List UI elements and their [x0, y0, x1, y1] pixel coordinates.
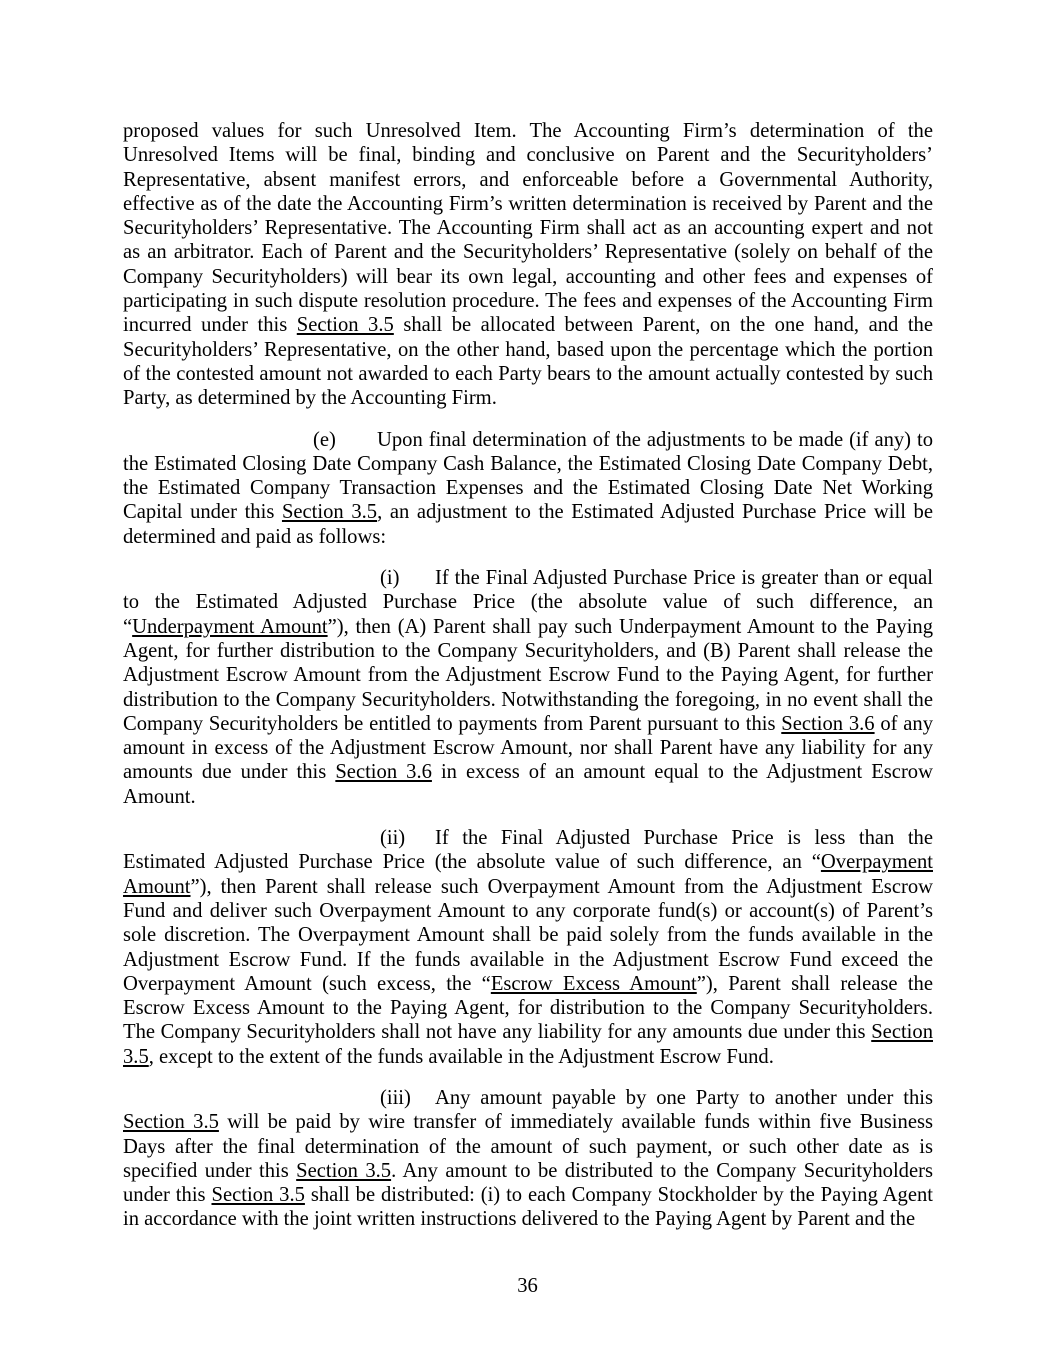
- text-run: will be paid by wire transfer of immediately available funds within five Business Days after the final determination of the amount of such payment, or such other date as is specified under this: [123, 1111, 933, 1182]
- text-run: shall be allocated between Parent, on the one hand, and the Securityholders’ Representative, on the other hand, based upon the percentage which the portion of the contested amount not awarded to each Party bears to the amount actually contested by such Party, as determined by the Accounting Firm.: [123, 314, 933, 410]
- underlined-term: Section 3.5: [123, 1111, 219, 1134]
- underlined-term: Section 3.5: [211, 1184, 305, 1207]
- text-run: of any amount in excess of the Adjustment Escrow Amount, nor shall Parent have any liability for any amounts due under this: [123, 712, 934, 784]
- paragraph-continuation: [123, 119, 933, 411]
- underlined-term: Section 3.6: [335, 761, 432, 784]
- paragraph-label: (i): [380, 567, 400, 590]
- underlined-term: Section 3.6: [781, 712, 875, 735]
- underlined-term: Escrow Excess Amount: [490, 972, 697, 995]
- text-run: ”), then (A) Parent shall pay such Underpayment Amount to the Paying Agent, for further distribution to the Company Securityholders, and (B) Parent shall release the Adjustment Escrow Amount from the Adjustment Escrow Fund to the Paying Agent, for further distribution to the Company Securityholders. Notwithstanding the foregoing, in no event shall the Company Securityholders be entitled to payments from Parent pursuant to this: [123, 615, 934, 735]
- text-run: ”), then Parent shall release such Overpayment Amount from the Adjustment Escrow Fund and deliver such Overpayment Amount to any corporate fund(s) or account(s) of Parent’s sole discretion. The Overpayment Amount shall be paid solely from the funds available in the Adjustment Escrow Fund. If the funds available in the Adjustment Escrow Fund exceed the Overpayment Amount (such excess, the “: [123, 875, 933, 995]
- text-run: . Any amount to be distributed to the Company Securityholders under this: [123, 1159, 933, 1207]
- text-run: in excess of an amount equal to the Adjustment Escrow Amount.: [123, 761, 933, 808]
- paragraph-label: (e): [313, 428, 336, 451]
- paragraph-iii: [123, 1086, 933, 1232]
- underlined-term: Section 3.5: [296, 1159, 392, 1182]
- document-body: [123, 119, 933, 1232]
- text-run: Any amount payable by one Party to another under this: [435, 1086, 933, 1109]
- underlined-term: Underpayment Amount: [132, 615, 328, 638]
- paragraph-i: [123, 566, 933, 809]
- text-run: , an adjustment to the Estimated Adjusted Purchase Price will be determined and paid as follows:: [123, 501, 933, 548]
- text-run: , except to the extent of the funds available in the Adjustment Escrow Fund.: [148, 1045, 774, 1068]
- page-number: 36: [517, 1275, 538, 1297]
- paragraph-ii: [123, 826, 933, 1069]
- paragraph-e: [123, 428, 933, 549]
- text-run: shall be distributed: (i) to each Company Stockholder by the Paying Agent in accordance with the joint written instructions delivered to the Paying Agent by Parent and the: [123, 1184, 933, 1231]
- paragraph-label: (ii): [380, 827, 406, 850]
- text-run: Upon final determination of the adjustments to be made (if any) to the Estimated Closing Date Company Cash Balance, the Estimated Closing Date Company Debt, the Estimated Company Transaction Expenses and the Estimated Closing Date Net Working Capital under this: [123, 428, 933, 524]
- text-run: If the Final Adjusted Purchase Price is less than the Estimated Adjusted Purchase Price (the absolute value of such difference, an “: [123, 827, 933, 874]
- underlined-term: Section 3.5: [296, 314, 394, 337]
- text-run: proposed values for such Unresolved Item. The Accounting Firm’s determination of the Unresolved Items will be final, binding and conclusive on Parent and the Securityholders’ Representative, absent manifest errors, and enforceable before a Governmental Authority, effective as of the date the Accounting Firm’s written determination is received by Parent and the Securityholders’ Representative. The Accounting Firm shall act as an accounting expert and not as an arbitrator. Each of Parent and the Securityholders’ Representative (solely on behalf of the Company Securityholders) will bear its own legal, accounting and other fees and expenses of participating in such dispute resolution procedure. The fees and expenses of the Accounting Firm incurred under this: [123, 120, 933, 337]
- underlined-term: Section 3.5: [123, 1021, 933, 1068]
- underlined-term: Overpayment Amount: [123, 851, 933, 898]
- underlined-term: Section 3.5: [281, 501, 378, 524]
- text-run: ”), Parent shall release the Escrow Excess Amount to the Paying Agent, for distribution to the Company Securityholders. The Company Securityholders shall not have any liability for any amounts due under this: [123, 972, 933, 1044]
- text-run: If the Final Adjusted Purchase Price is greater than or equal to the Estimated Adjusted Purchase Price (the absolute value of such difference, an “: [123, 567, 933, 638]
- paragraph-label: (iii): [380, 1086, 411, 1109]
